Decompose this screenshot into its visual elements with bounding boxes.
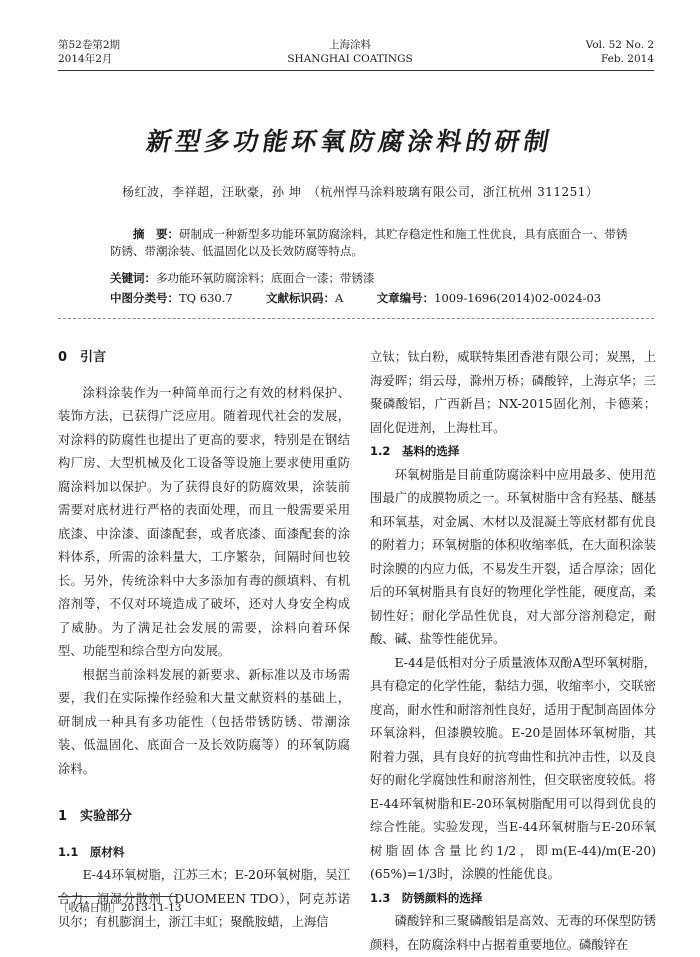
journal-volume-en (586, 38, 654, 66)
issue-date-en: Feb. 2014 (600, 53, 654, 65)
abstract-label: 摘 要： (133, 227, 179, 241)
binder-paragraph-2: E-44是低相对分子质量液体双酚A型环氧树脂，具有稳定的化学性能，黏结力强，收缩率小，交联密度高，耐水性和耐溶剂性良好，适用于配制高固体分环氧涂料，但漆膜较脆。E-20是固体环氧树脂，其附着力强，具有良好的抗弯曲性和抗冲击性，以及良好的耐化学腐蚀性和耐溶剂性，但交联密度较低。将E-44环氧树脂和E-20环氧树脂配用可以得到优良的综合性能。实验发现，当E-44环氧树脂与E-20环氧树脂固体含量比约1/2，即m(E-44)/m(E-20)(65%)=1/3时，涂膜的性能优良。 (370, 655, 656, 881)
footnote-rule (58, 896, 176, 897)
intro-paragraph-2: 根据当前涂料发展的新要求、新标准以及市场需要，我们在实际操作经验和大量文献资料的基础上，研制成一种具有多功能性（包括带锈防锈、带潮涂装、低温固化、底面合一及长效防腐等）的环氧防腐涂料。 (58, 667, 350, 776)
abstract-divider (58, 318, 654, 319)
authors-affiliation: 杨红波，李祥超，汪耿豪，孙 坤 （杭州悍马涂料玻璃有限公司，浙江杭州 311251） (122, 185, 599, 199)
left-column (58, 346, 350, 935)
materials-paragraph-cont: 立钛；钛白粉，威联特集团香港有限公司；炭黑，上海爱晖；绢云母，滁州万桥；磷酸锌，上海京华；三聚磷酸铝，广西新昌；NX-2015固化剂，卡德莱；固化促进剂，上海杜耳。 (370, 350, 656, 435)
journal-name-cn: 上海涂料 (329, 39, 371, 51)
article-no-value: 1009-1696(2014)02-0024-03 (434, 291, 602, 305)
received-date: ［收稿日期］2013-11-13 (58, 902, 182, 914)
keywords-text: 多功能环氧防腐涂料；底面合一漆；带锈漆 (156, 271, 375, 285)
section-0-heading: 0 引言 (58, 350, 107, 365)
section-1-heading: 1 实验部分 (58, 809, 133, 824)
classification-line (110, 290, 670, 307)
section-1-2-heading: 1.2 基料的选择 (370, 444, 460, 458)
article-no-label: 文章编号： (376, 291, 435, 305)
journal-name-en: SHANGHAI COATINGS (287, 53, 413, 65)
header-rule (58, 70, 654, 71)
keywords-label: 关键词： (110, 271, 156, 285)
doc-code-label: 文献标识码： (266, 291, 335, 305)
right-column (370, 346, 656, 957)
materials-paragraph: E-44环氧树脂，江苏三木；E-20环氧树脂，吴江合力；润湿分散剂（DUOMEEN TDO），阿克苏诺贝尔；有机膨润土，浙江丰虹；聚酰胺蜡，上海信 (58, 868, 350, 929)
keywords (110, 270, 630, 287)
volume-issue-en: Vol. 52 No. 2 (585, 39, 654, 51)
clc-value: TQ 630.7 (179, 291, 233, 305)
binder-paragraph-1: 环氧树脂是目前重防腐涂料中应用最多、使用范围最广的成膜物质之一。环氧树脂中含有羟基、醚基和环氧基，对金属、木材以及混凝土等底材都有优良的附着力；环氧树脂的体积收缩率低，在大面积涂装时涂膜的内应力低，不易发生开裂，适合厚涂；固化后的环氧树脂具有良好的物理化学性能，硬度高，柔韧性好；耐化学品性优良，对大部分溶剂稳定，耐酸、碱、盐等性能优异。 (370, 467, 656, 646)
clc-label: 中图分类号： (110, 291, 179, 305)
abstract (110, 226, 630, 260)
section-1-1-heading: 1.1 原材料 (58, 844, 125, 859)
article-title: 新型多功能环氧防腐涂料的研制 (144, 127, 556, 156)
pigment-paragraph: 磷酸锌和三聚磷酸铝是高效、无毒的环保型防锈颜料，在防腐涂料中占据着重要地位。磷酸锌在 (370, 914, 656, 952)
doc-code-value: A (335, 291, 344, 305)
issue-date: 2014年2月 (58, 53, 113, 65)
intro-paragraph-1: 涂料涂装作为一种简单而行之有效的材料保护、装饰方法，已获得广泛应用。随着现代社会的发展，对涂料的防腐性也提出了更高的要求，特别是在钢结构厂房、大型机械及化工设备等设施上要求使用重防腐涂料加以保护。为了获得良好的防腐效果，涂装前需要对底材进行严格的表面处理，而且一般需要采用底漆、中涂漆、面漆配套，或者底漆、面漆配套的涂料体系，所需的涂料量大，工序繁杂，间隔时间也较长。另外，传统涂料中大多添加有毒的颜填料、有机溶剂等，不仅对环境造成了破坏，还对人身安全构成了威胁。为了满足社会发展的需要，涂料向着环保型、功能型和综合型方向发展。 (58, 385, 350, 658)
section-1-3-heading: 1.3 防锈颜料的选择 (370, 890, 483, 905)
abstract-text: 研制成一种新型多功能环氧防腐涂料，其贮存稳定性和施工性优良，具有底面合一、带锈防锈、带潮涂装、低温固化以及长效防腐等特点。 (110, 227, 628, 258)
volume-issue: 第52卷第2期 (58, 39, 121, 51)
